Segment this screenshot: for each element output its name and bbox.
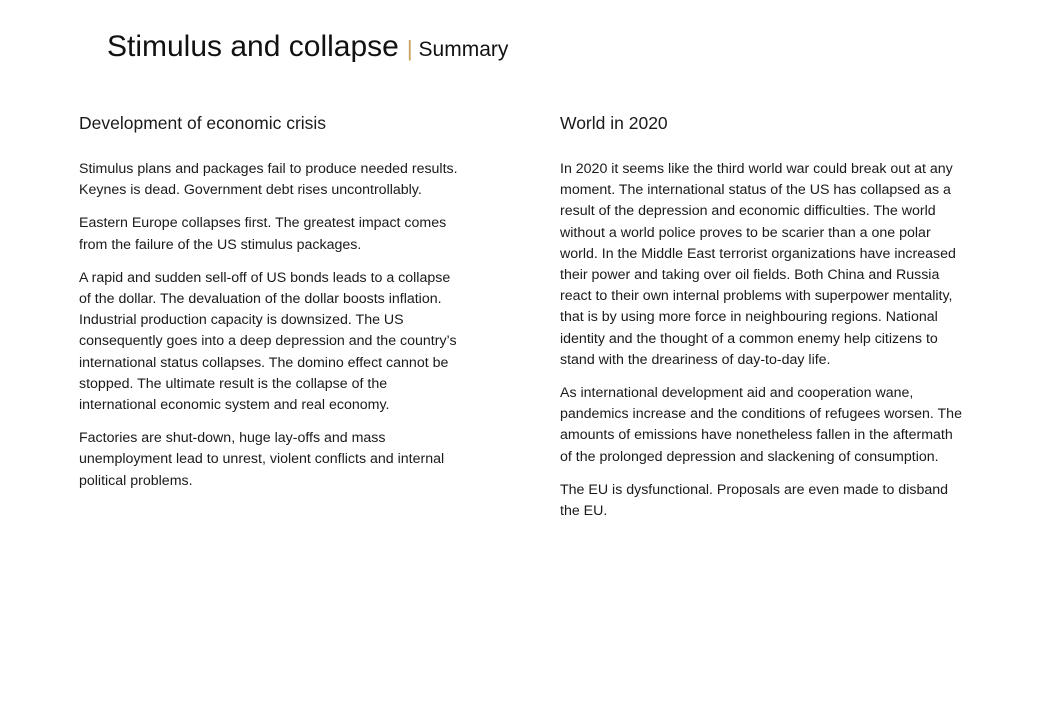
left-paragraph-1: Stimulus plans and packages fail to produce needed results. Keynes is dead. Government debt rises uncontrollably. <box>79 161 458 199</box>
right-column <box>560 111 964 534</box>
right-paragraph-3: The EU is dysfunctional. Proposals are even made to disband the EU. <box>560 481 949 520</box>
left-column <box>79 111 463 504</box>
right-paragraph-1: In 2020 it seems like the third world war could break out at any moment. The international status of the US has collapsed as a result of the depression and economic difficulties. The world without a world police proves to be scarier than a one polar world. In the Middle East terrorist organizations have increased their power and taking over oil fields. Both China and Russia react to their own internal problems with superpower mentality, that is by using more force in neighbouring regions. National identity and the thought of a common enemy help citizens to stand with the dreariness of day-to-day life. <box>560 161 956 368</box>
page-title <box>107 27 508 72</box>
right-paragraph-2: As international development aid and cooperation wane, pandemics increase and the conditions of refugees worsen. The amounts of emissions have nonetheless fallen in the aftermath of the prolonged depression and slackening of consumption. <box>560 385 962 465</box>
title-separator: | <box>406 36 413 61</box>
title-subtitle: Summary <box>418 38 509 61</box>
left-paragraph-2: Eastern Europe collapses first. The greatest impact comes from the failure of the US stimulus packages. <box>79 215 447 253</box>
title-main: Stimulus and collapse <box>107 30 399 63</box>
left-paragraph-4: Factories are shut-down, huge lay-offs and mass unemployment lead to unrest, violent conflicts and internal political problems. <box>79 430 445 489</box>
left-column-heading: Development of economic crisis <box>79 113 327 133</box>
left-paragraph-3: A rapid and sudden sell-off of US bonds leads to a collapse of the dollar. The devaluation of the dollar boosts inflation. Industrial production capacity is downsized. The US consequently goes into a deep depression and the country’s international status collapses. The domino effect cannot be stopped. The ultimate result is the collapse of the international economic system and real economy. <box>79 269 457 414</box>
right-column-heading: World in 2020 <box>560 113 668 133</box>
